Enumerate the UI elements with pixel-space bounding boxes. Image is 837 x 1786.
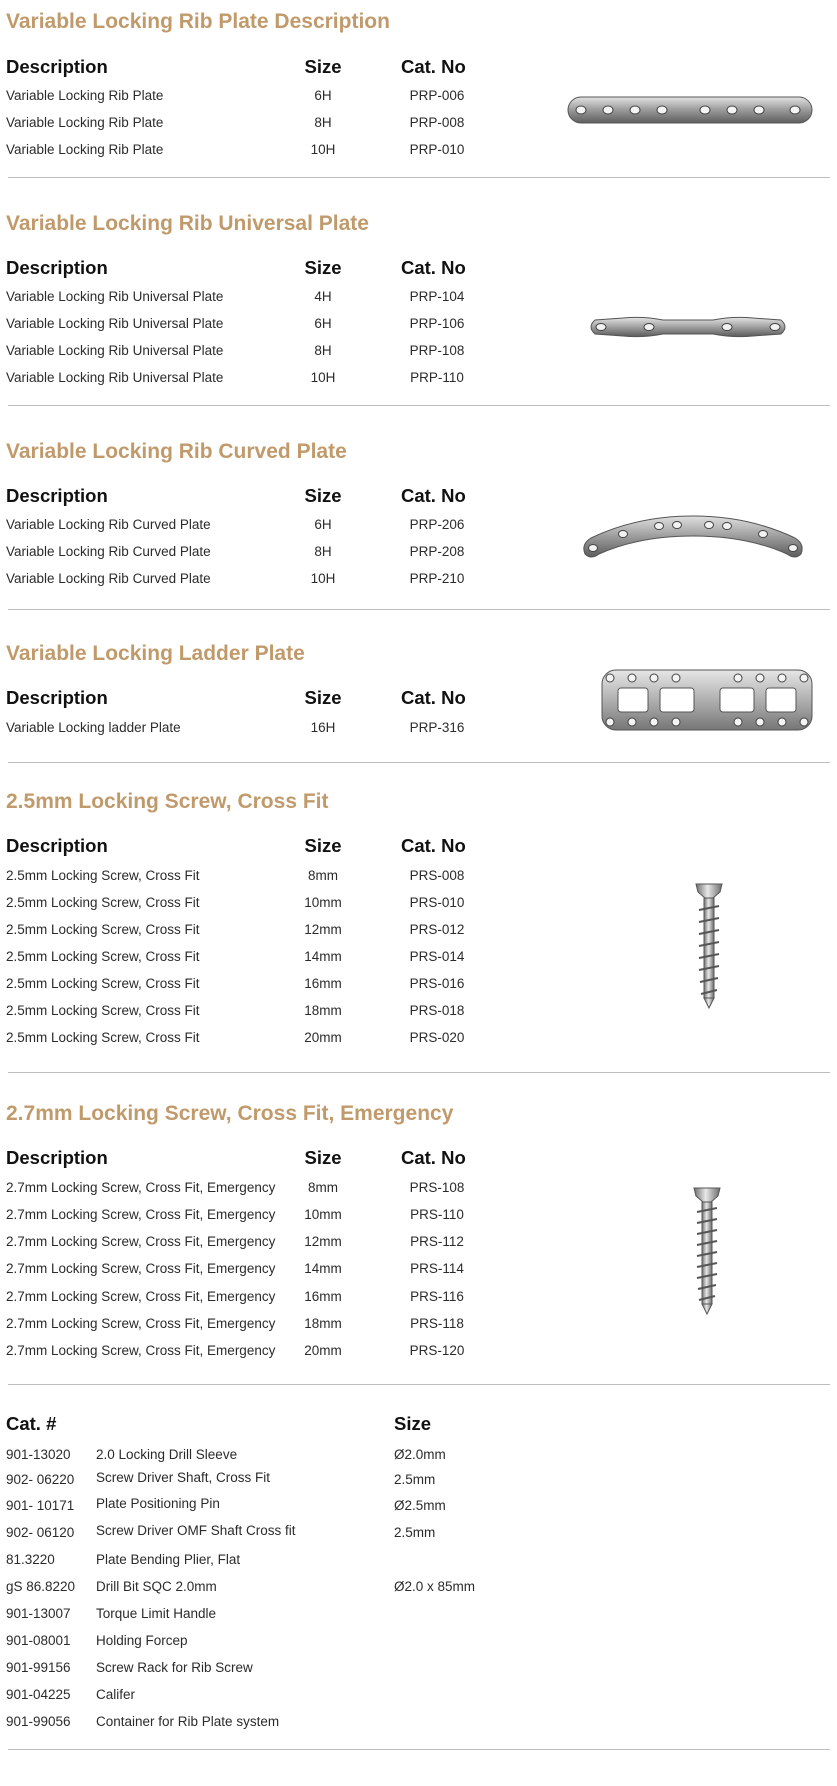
section-title: Variable Locking Ladder Plate (6, 642, 305, 665)
row-size: 6H (314, 517, 332, 532)
header-description: Description (6, 835, 108, 856)
section-ladder-plate (0, 642, 837, 762)
header-description: Description (6, 687, 108, 708)
row-size: 10mm (304, 1207, 342, 1222)
row-cat-no: PRS-018 (409, 1003, 465, 1018)
row-cat-no: PRS-020 (409, 1030, 465, 1045)
instrument-size: Ø2.5mm (394, 1498, 446, 1513)
row-size: 14mm (304, 1261, 342, 1276)
section-locking-screw (0, 790, 837, 1060)
instrument-name: Screw Driver Shaft, Cross Fit (96, 1470, 271, 1485)
row-description: Variable Locking Rib Universal Plate (6, 289, 224, 304)
section-divider (8, 1384, 830, 1385)
section-divider (8, 762, 830, 763)
row-size: 8H (314, 115, 332, 130)
row-description: Variable Locking Rib Curved Plate (6, 544, 211, 559)
row-cat-no: PRP-106 (409, 316, 465, 331)
instrument-size: 2.5mm (394, 1472, 436, 1487)
row-size: 20mm (304, 1343, 342, 1358)
row-size: 6H (314, 316, 332, 331)
row-size: 12mm (304, 1234, 342, 1249)
section-divider (8, 405, 830, 406)
section-title: Variable Locking Rib Plate Description (6, 10, 390, 33)
row-size: 4H (314, 289, 332, 304)
instrument-name: Holding Forcep (96, 1633, 188, 1648)
row-description: 2.5mm Locking Screw, Cross Fit (6, 1030, 200, 1045)
row-description: 2.5mm Locking Screw, Cross Fit (6, 949, 200, 964)
row-size: 8mm (308, 1180, 338, 1195)
instrument-cat: 901-99056 (6, 1714, 71, 1729)
header-description: Description (6, 257, 108, 278)
instrument-cat: 901-99156 (6, 1660, 71, 1675)
section-universal-plate (0, 212, 837, 402)
instrument-name: Torque Limit Handle (96, 1606, 217, 1621)
section-divider (8, 1072, 830, 1073)
instrument-cat: 901-13020 (6, 1447, 71, 1462)
row-size: 18mm (304, 1003, 342, 1018)
row-cat-no: PRP-104 (409, 289, 465, 304)
curved-rib-plate-image (577, 508, 809, 570)
row-description: 2.5mm Locking Screw, Cross Fit (6, 1003, 200, 1018)
row-description: Variable Locking Rib Universal Plate (6, 343, 224, 358)
header-cat: Cat. # (6, 1413, 57, 1434)
row-description: 2.5mm Locking Screw, Cross Fit (6, 976, 200, 991)
row-cat-no: PRS-008 (409, 868, 465, 883)
instrument-size: Ø2.0 x 85mm (394, 1579, 476, 1594)
row-size: 8H (314, 544, 332, 559)
row-cat-no: PRP-206 (409, 517, 465, 532)
row-description: Variable Locking Rib Plate (6, 115, 164, 130)
row-size: 10H (310, 571, 336, 586)
section-divider (8, 609, 830, 610)
row-description: 2.7mm Locking Screw, Cross Fit, Emergency (6, 1261, 276, 1276)
row-cat-no: PRS-012 (409, 922, 465, 937)
row-size: 10H (310, 142, 336, 157)
row-description: Variable Locking Rib Curved Plate (6, 571, 211, 586)
row-description: 2.7mm Locking Screw, Cross Fit, Emergency (6, 1180, 276, 1195)
straight-rib-plate-image (565, 90, 815, 130)
section-divider (8, 177, 830, 178)
section-rib-plate (0, 10, 837, 180)
row-description: 2.5mm Locking Screw, Cross Fit (6, 922, 200, 937)
row-description: Variable Locking Rib Universal Plate (6, 370, 224, 385)
row-description: 2.7mm Locking Screw, Cross Fit, Emergency (6, 1343, 276, 1358)
row-size: 18mm (304, 1316, 342, 1331)
header-size: Size (304, 485, 342, 506)
row-description: Variable Locking Rib Universal Plate (6, 316, 224, 331)
header-cat-no: Cat. No (401, 687, 466, 708)
row-cat-no: PRP-006 (409, 88, 465, 103)
row-cat-no: PRS-118 (410, 1316, 464, 1331)
instrument-size: Ø2.0mm (394, 1447, 446, 1462)
row-size: 8mm (308, 868, 338, 883)
instrument-cat: 901-13007 (6, 1606, 71, 1621)
locking-screw-image (692, 882, 726, 1010)
section-title: Variable Locking Rib Curved Plate (6, 440, 347, 463)
row-size: 10mm (304, 895, 342, 910)
instrument-name: Container for Rib Plate system (96, 1714, 280, 1729)
row-cat-no: PRS-010 (409, 895, 465, 910)
instrument-name: Screw Driver OMF Shaft Cross fit (96, 1523, 296, 1538)
header-size: Size (394, 1413, 432, 1434)
instrument-name: Plate Bending Plier, Flat (96, 1552, 241, 1567)
row-cat-no: PRS-114 (410, 1261, 464, 1276)
row-description: 2.5mm Locking Screw, Cross Fit (6, 895, 200, 910)
instrument-name: Drill Bit SQC 2.0mm (96, 1579, 217, 1594)
instrument-name: Screw Rack for Rib Screw (96, 1660, 253, 1675)
instrument-name: Califer (96, 1687, 136, 1702)
row-description: Variable Locking Rib Curved Plate (6, 517, 211, 532)
row-cat-no: PRS-110 (410, 1207, 464, 1222)
row-cat-no: PRP-010 (409, 142, 465, 157)
row-cat-no: PRS-116 (410, 1289, 464, 1304)
row-description: Variable Locking ladder Plate (6, 720, 181, 735)
row-cat-no: PRS-016 (409, 976, 465, 991)
row-description: 2.5mm Locking Screw, Cross Fit (6, 868, 200, 883)
header-description: Description (6, 1147, 108, 1168)
row-description: 2.7mm Locking Screw, Cross Fit, Emergency (6, 1207, 276, 1222)
section-title: 2.5mm Locking Screw, Cross Fit (6, 790, 329, 813)
row-size: 16H (310, 720, 336, 735)
instrument-cat: 901- 10171 (6, 1498, 75, 1513)
row-cat-no: PRP-108 (409, 343, 465, 358)
row-cat-no: PRS-120 (409, 1343, 465, 1358)
ladder-plate-image (596, 664, 818, 736)
header-size: Size (304, 257, 342, 278)
header-cat-no: Cat. No (401, 1147, 466, 1168)
instruments-table (0, 1410, 837, 1770)
instrument-cat: 902- 06120 (6, 1525, 75, 1540)
row-description: Variable Locking Rib Plate (6, 88, 164, 103)
row-size: 16mm (304, 1289, 342, 1304)
header-size: Size (304, 687, 342, 708)
instrument-name: Plate Positioning Pin (96, 1496, 220, 1511)
row-size: 8H (314, 343, 332, 358)
section-title: Variable Locking Rib Universal Plate (6, 212, 369, 235)
instrument-cat: 901-08001 (6, 1633, 71, 1648)
universal-rib-plate-image (583, 310, 793, 344)
row-cat-no: PRP-210 (409, 571, 465, 586)
instrument-size: 2.5mm (394, 1525, 436, 1540)
row-cat-no: PRS-014 (409, 949, 465, 964)
emergency-screw-image (690, 1186, 724, 1316)
row-size: 16mm (304, 976, 342, 991)
row-description: 2.7mm Locking Screw, Cross Fit, Emergency (6, 1316, 276, 1331)
instrument-cat: 901-04225 (6, 1687, 71, 1702)
header-size: Size (304, 1147, 342, 1168)
row-cat-no: PRS-112 (410, 1234, 464, 1249)
row-cat-no: PRP-008 (409, 115, 465, 130)
header-cat-no: Cat. No (401, 485, 466, 506)
instrument-cat: gS 86.8220 (6, 1579, 76, 1594)
row-size: 12mm (304, 922, 342, 937)
row-cat-no: PRP-208 (409, 544, 465, 559)
row-size: 10H (310, 370, 336, 385)
instrument-name: 2.0 Locking Drill Sleeve (96, 1447, 238, 1462)
instrument-cat: 81.3220 (6, 1552, 55, 1567)
section-emergency-screw (0, 1102, 837, 1372)
row-cat-no: PRP-110 (410, 370, 464, 385)
header-description: Description (6, 485, 108, 506)
row-description: 2.7mm Locking Screw, Cross Fit, Emergency (6, 1234, 276, 1249)
row-size: 20mm (304, 1030, 342, 1045)
row-cat-no: PRP-316 (409, 720, 465, 735)
header-cat-no: Cat. No (401, 56, 466, 77)
row-size: 14mm (304, 949, 342, 964)
section-title: 2.7mm Locking Screw, Cross Fit, Emergency (6, 1102, 454, 1125)
header-size: Size (304, 835, 342, 856)
header-cat-no: Cat. No (401, 835, 466, 856)
header-size: Size (304, 56, 342, 77)
row-description: Variable Locking Rib Plate (6, 142, 164, 157)
row-cat-no: PRS-108 (409, 1180, 465, 1195)
section-divider (8, 1749, 830, 1750)
header-cat-no: Cat. No (401, 257, 466, 278)
section-curved-plate (0, 440, 837, 610)
instrument-cat: 902- 06220 (6, 1472, 75, 1487)
row-size: 6H (314, 88, 332, 103)
row-description: 2.7mm Locking Screw, Cross Fit, Emergency (6, 1289, 276, 1304)
header-description: Description (6, 56, 108, 77)
